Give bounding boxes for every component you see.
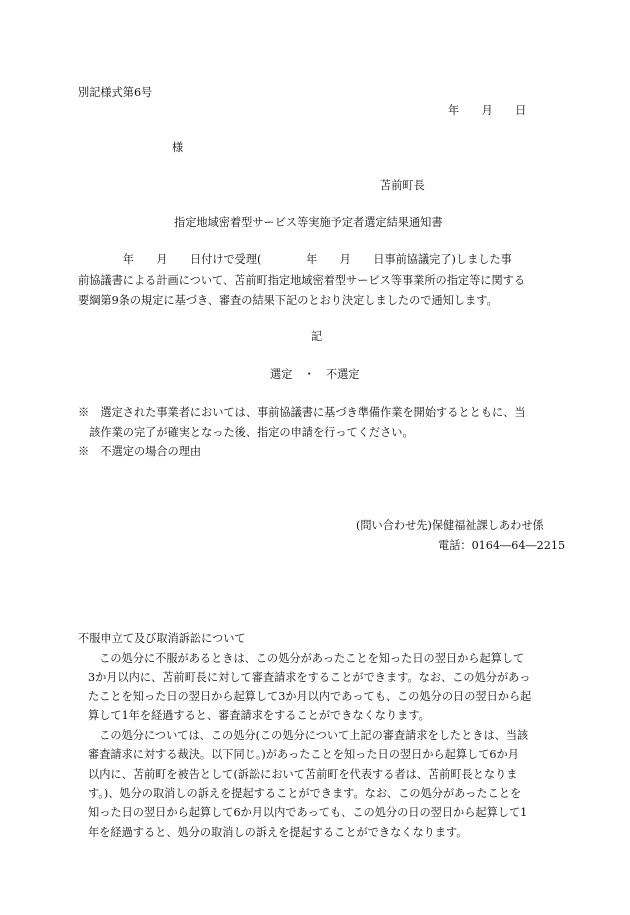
addressee-suffix: 様 xyxy=(172,141,184,154)
note-unselected-reason: ※ 不選定の場合の理由 xyxy=(78,445,202,458)
selection-options: 選定 ・ 不選定 xyxy=(270,368,360,381)
body-line: 前協議書による計画について、苫前町指定地域密着型サービス等事業所の指定等に関する xyxy=(78,274,526,287)
appeal-para2-line: 知った日の翌日から起算して6か月以内であっても、この処分の日の翌日から起算して1 xyxy=(88,806,528,819)
body-line: 要綱第9条の規定に基づき、審査の結果下記のとおり決定しましたので通知します。 xyxy=(78,294,498,307)
ki-label: 記 xyxy=(311,330,323,343)
appeal-para2-line: 審査請求に対する裁決。以下同じ。)があったことを知った日の翌日から起算して6か月 xyxy=(88,748,519,761)
appeal-para1-line: たことを知った日の翌日から起算して3か月以内であっても、この処分の日の翌日から起 xyxy=(88,690,532,703)
appeal-para2-line: この処分については、この処分(この処分について上記の審査請求をしたときは、当該 xyxy=(88,729,529,742)
note-selected: ※ 選定された事業者においては、事前協議書に基づき準備作業を開始するとともに、当 xyxy=(78,406,526,419)
appeal-para1-line: 算して1年を経過すると、審査請求をすることができなくなります。 xyxy=(88,709,430,722)
body-line: 年 月 日付けで受理( 年 月 日事前協議完了)しました事 xyxy=(78,253,512,266)
form-number: 別記様式第6号 xyxy=(78,86,153,99)
appeal-para1-line: 3か月以内に、苫前町長に対して審査請求をすることができます。なお、この処分があっ xyxy=(88,671,531,684)
appeal-para2-line: 以内に、苫前町を被告として(訴訟において苫前町を代表する者は、苫前町長となりま xyxy=(88,768,518,781)
appeal-para1-line: この処分に不服があるときは、この処分があったことを知った日の翌日から起算して xyxy=(88,652,525,665)
appeal-para2-line: す。)、処分の取消しの訴えを提起することができます。なお、この処分があったことを xyxy=(88,787,522,800)
appeal-para2-line: 年を経過すると、処分の取消しの訴えを提起することができなくなります。 xyxy=(88,826,468,839)
date-line: 年 月 日 xyxy=(448,104,527,117)
appeal-heading: 不服申立て及び取消訴訟について xyxy=(78,632,246,645)
contact-phone: 電話：0164―64―2215 xyxy=(438,539,566,552)
document-title: 指定地域密着型サービス等実施予定者選定結果通知書 xyxy=(174,216,443,229)
issuer: 苫前町長 xyxy=(380,179,425,192)
contact-department: (問い合わせ先)保健福祉課しあわせ係 xyxy=(356,519,544,532)
note-selected: 該作業の完了が確実となった後、指定の申請を行ってください。 xyxy=(78,426,414,439)
